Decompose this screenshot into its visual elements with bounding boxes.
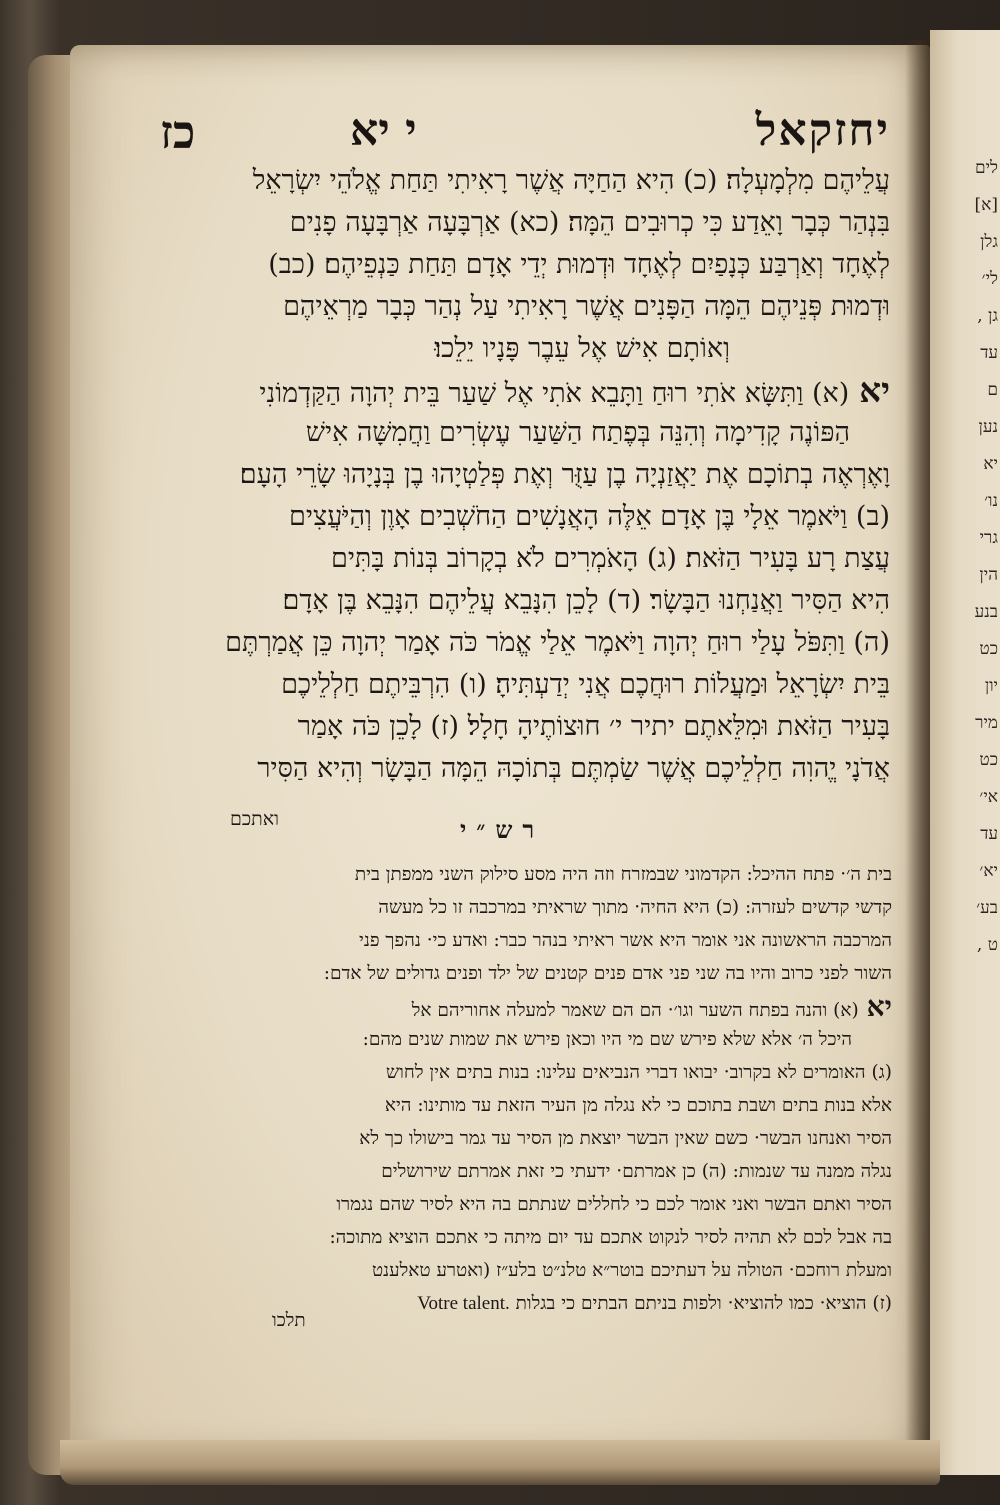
bible-line: הִיא הַסִּיר וַאֲנַחְנוּ הַבָּשָׂר׃ (ד) לָכֵן הִנָּבֵא עֲלֵיהֶם הִנָּבֵא בֶּן אָדָם׃ (282, 585, 890, 616)
facing-page-text (940, 150, 998, 955)
facing-page-line: כט (979, 639, 998, 659)
facing-page-line: גרי (979, 528, 998, 548)
bible-line: (ב) וַיֹּאמֶר אֵלָי בֶּן אָדָם אֵלֶּה הָאֲנָשִׁים הַחֹשְׁבִים אָוֶן וְהַיֹּעֲצִים (289, 501, 890, 532)
bible-line: בֵּית יִשְׂרָאֵל וּמַעֲלוֹת רוּחֲכֶם אֲנִי יְדַעְתִּיהָ׃ (ו) הִרְבֵּיתֶם חַלְלֵיכֶם (281, 669, 890, 700)
commentary-line: קדשי קדשים לעזרה: (כ) היא החיה· מתוך שראיתי במרכבה זו כל מעשה (378, 897, 892, 918)
chapter-number: יא (859, 371, 890, 411)
bible-line: וְאוֹתָם אִישׁ אֶל עֵבֶר פָּנָיו יֵלֵכוּ׃ (434, 333, 730, 364)
commentary-chapter-number: יא (866, 990, 892, 1023)
bible-line: וָאֶרְאֶה בְתוֹכָם אֶת יַאֲזַנְיָה בֶן עַזֻּר וְאֶת פְּלַטְיָהוּ בֶן בְּנָיָהוּ שָׂרֵי הָעָם׃ (239, 459, 890, 490)
facing-page-line: לים (974, 158, 998, 178)
bible-text (170, 160, 890, 790)
bible-line: בָּעִיר הַזֹּאת וּמִלֵּאתֶם יתיר י׳ חוּצוֹתֶיהָ חָלָל׃ (ז) לָכֵן כֹּה אָמַר (297, 711, 890, 742)
commentary-line: היכל ה׳ אלא שלא פירש שם מי היו וכאן פירש את שמות שנים מהם: (362, 1029, 852, 1050)
latin-gloss: Votre talent. (417, 1293, 510, 1314)
facing-page-line: עד (980, 824, 998, 844)
running-header (150, 105, 890, 165)
facing-page-line: ם (987, 380, 998, 400)
commentary-text (170, 858, 892, 1320)
bible-line: עֲלֵיהֶם מִלְמָעְלָה׃ (כ) הִיא הַחַיָּה אֲשֶׁר רָאִיתִי תַּחַת אֱלֹהֵי יִשְׂרָאֵל (252, 165, 890, 196)
commentary-line: המרכבה הראשונה אני אומר היא אשר ראיתי בנהר כבר: ואדע כי· נהפך פני (358, 930, 892, 951)
commentary-line: הסיר ואנחנו הבשר· כשם שאין הבשר יוצאת מן הסיר עד גמר בישולו כך לא (359, 1128, 892, 1149)
commentary-line-chapter-start (170, 990, 892, 1023)
commentary-line: נגלה ממנה עד שנמות: (ה) כן אמרתם· ידעתי כי זאת אמרתם שירושלים (381, 1161, 892, 1182)
facing-page-line: ט , (976, 935, 998, 955)
commentary-line: (א) והנה בפתח השער וגו׳· הם הם שאמר למעלה אחוריהם אל (411, 1000, 859, 1021)
commentary-line: אלא בנות בתים ושבת בתוכם כי לא נגלה מן העיר הזאת עד מותינו: היא (384, 1095, 892, 1116)
folio-number: כז (160, 105, 196, 159)
bible-line: הַפּוֹנֶה קָדִימָה וְהִנֵּה בְּפֶתַח הַשַּׁעַר עֶשְׂרִים וַחֲמִשָּׁה אִישׁ (305, 417, 850, 448)
bible-line-chapter-start (170, 370, 890, 412)
facing-page-line: עד (980, 343, 998, 363)
commentary-line: (ז) הוציא· כמו להוציא· ולפות בניתם הבתים כי בגלות (515, 1293, 892, 1314)
facing-page-line: יא (983, 454, 998, 474)
bible-line: (א) וַתִּשָּׂא אֹתִי רוּחַ וַתָּבֵא אֹתִי אֶל שַׁעַר בֵּית יְהוָה הַקַּדְמוֹנִי (259, 378, 850, 409)
facing-page-line: מיר (975, 713, 998, 733)
facing-page-line: גלן (980, 232, 998, 252)
bible-line: וּדְמוּת פְּנֵיהֶם הֵמָּה הַפָּנִים אֲשֶׁר רָאִיתִי עַל נְהַר כְּבָר מַרְאֵיהֶם (283, 291, 890, 322)
bible-line: בִּנְהַר כְּבָר וָאֵדַע כִּי כְרוּבִים הֵמָּה׃ (כא) אַרְבָּעָה אַרְבָּעָה פָנִים (289, 207, 890, 238)
bible-line: אֲדֹנָי יֱהוִה חַלְלֵיכֶם אֲשֶׁר שַׂמְתֶּם בְּתוֹכָהּ הֵמָּה הַבָּשָׂר וְהִיא הַסִּיר (257, 753, 890, 784)
commentary-line: בה אבל לכם לא תהיה לסיר לנקוט אתכם עד יום מיתה כי אתכם הוציא מתוכה: (329, 1227, 892, 1248)
catchword-commentary: תלכו (272, 1310, 306, 1331)
facing-page-line: לי׳ (981, 269, 998, 289)
bible-line: (ה) וַתִּפֹּל עָלַי רוּחַ יְהוָה וַיֹּאמֶר אֵלַי אֱמֹר כֹּה אָמַר יְהוָה כֵּן אֲמַרְתֶּם (225, 627, 890, 658)
commentary-line: (ג) האומרים לא בקרוב· יבואו דברי הנביאים עלינו: בנות בתים אין לחוש (386, 1062, 892, 1083)
commentary-line: הסיר ואתם הבשר ואני אומר לכם כי לחללים שנתתם בה היא לסיר שהם נגמרו (336, 1194, 892, 1215)
book-edge-bottom (60, 1440, 940, 1485)
commentary-line: ומעלת רוחכם· הטולה על דעתיכם בוטר״א טלנ״ט בלע״ז (ואטרע טאלענט (371, 1260, 892, 1281)
facing-page-line: [א] (974, 195, 998, 215)
commentary-title: רש״י (460, 815, 545, 844)
facing-page-line: נו׳ (984, 491, 998, 511)
facing-page-line: אי׳ (979, 787, 998, 807)
facing-page-line: יון (984, 676, 998, 696)
catchword-bible: ואתכם (230, 808, 279, 830)
bible-line: לְאֶחָד וְאַרְבַּע כְּנָפַיִם לְאֶחָד וּדְמוּת יְדֵי אָדָם תַּחַת כַּנְפֵיהֶם׃ (כב) (268, 249, 890, 280)
facing-page-line: הין (979, 565, 998, 585)
facing-page-line: בנע (974, 602, 998, 622)
book-title: יחזקאל (755, 105, 890, 156)
facing-page-line: כט (979, 750, 998, 770)
facing-page-line: נען (978, 417, 998, 437)
facing-page-line: יא׳ (979, 861, 998, 881)
commentary-line: השור לפני כרוב והיו בה שני פני אדם פנים קטנים של ילד ופנים גדולים של אדם: (323, 963, 892, 984)
chapter-heading: י יא (350, 105, 417, 156)
facing-page-line: גן , (977, 306, 998, 326)
commentary-line: בית ה׳· פתח ההיכל: הקדמוני שבמזרח וזה היה מסע סילוק השני ממפתן בית (354, 864, 892, 885)
bible-line: עֲצַת רָע בָּעִיר הַזֹּאת׃ (ג) הָאֹמְרִים לֹא בְקָרוֹב בְּנוֹת בָּתִּים (331, 543, 890, 574)
facing-page-line: בע׳ (976, 898, 998, 918)
